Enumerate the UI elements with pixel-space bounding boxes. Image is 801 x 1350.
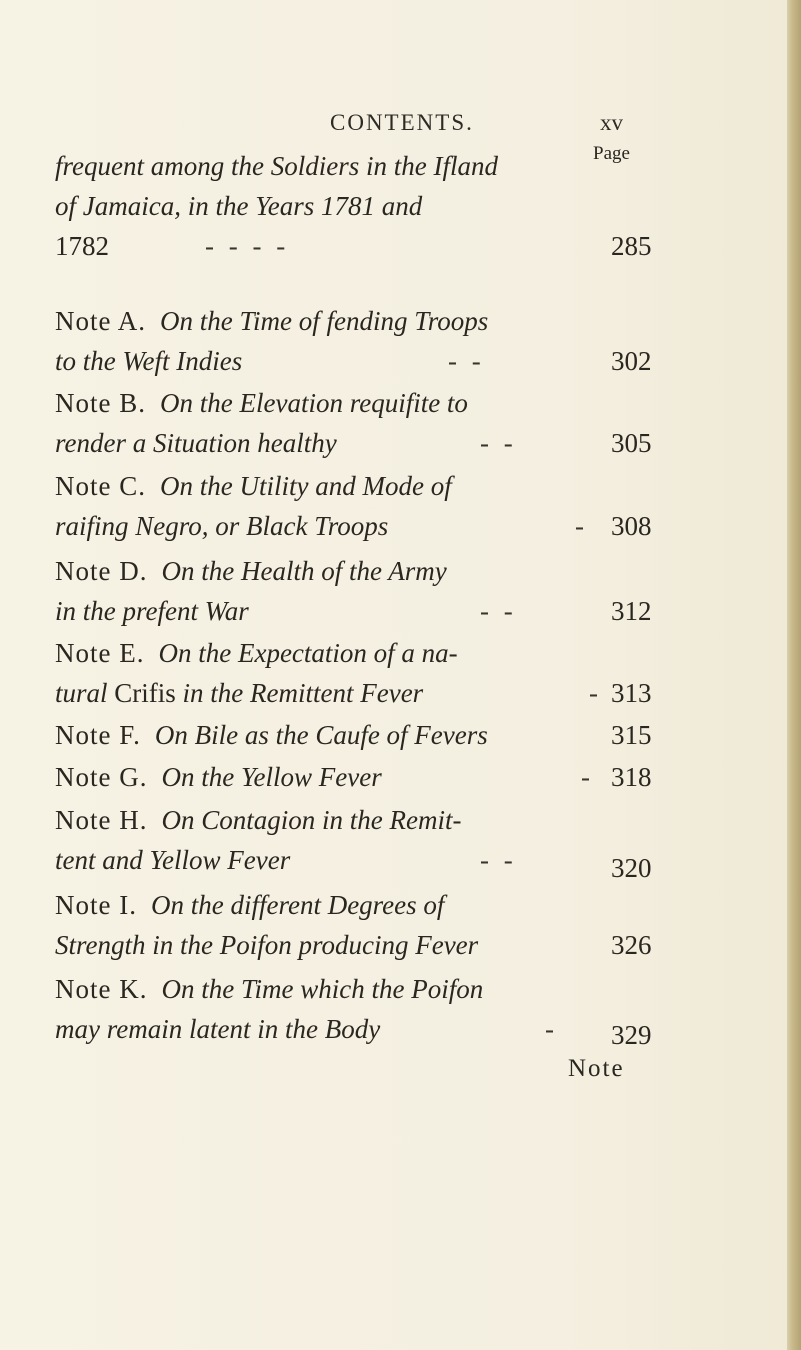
page-header (0, 110, 801, 140)
page-number: 302 (611, 346, 652, 376)
entry-title: Strength in the Poifon producing Fever (55, 930, 479, 960)
toc-entry-note-i (55, 885, 652, 965)
page-column-label: Page (593, 143, 630, 164)
entry-line (55, 715, 652, 755)
entry-title: raifing Negro, or Black Troops (55, 511, 389, 541)
entry-line (55, 633, 595, 673)
folio: xv (600, 110, 623, 135)
entry-title: On the Health of the Army (161, 556, 447, 586)
toc-entry-note-h (55, 800, 652, 883)
toc-entry-note-a (55, 301, 652, 381)
toc-entry-note-c (55, 466, 652, 546)
toc-entry-note-b (55, 383, 652, 463)
page-number: 318 (611, 762, 652, 792)
entry-title: to the Weft Indies (55, 346, 243, 376)
leader-dashes: - - (480, 428, 517, 458)
running-title: CONTENTS. (330, 110, 474, 135)
entry-line (55, 1009, 652, 1050)
page-number: 313 (611, 678, 652, 708)
entry-title: On Bile as the Caufe of Fevers (154, 720, 488, 750)
entry-title: in the prefent War (55, 596, 249, 626)
note-label: Note B. (55, 388, 146, 418)
entry-title: On the Yellow Fever (161, 762, 382, 792)
entry-line (55, 466, 595, 506)
entry-line (55, 551, 595, 591)
note-label: Note A. (55, 306, 146, 336)
entry-line (55, 591, 652, 631)
entry-title: On the Elevation requifite to (160, 388, 468, 418)
entry-line (55, 506, 652, 546)
toc-entry-note-k (55, 969, 652, 1050)
entry-title: On the Utility and Mode of (160, 471, 452, 501)
catchword: Note (568, 1055, 625, 1082)
entry-title: On the Time of fending Troops (160, 306, 489, 336)
toc-entry-note-f (55, 715, 652, 755)
note-label: Note F. (55, 720, 141, 750)
leader-dashes: - - - - (205, 231, 290, 261)
entry-line (55, 301, 595, 341)
leader-dashes: - (581, 762, 594, 792)
entry-line (55, 341, 652, 381)
note-label: Note I. (55, 890, 137, 920)
entry-line (55, 885, 595, 925)
entry-line (55, 800, 595, 840)
leader-dashes: - - (480, 596, 517, 626)
entry-line: of Jamaica, in the Years 1781 and (55, 191, 423, 221)
toc-entry-note-e (55, 633, 652, 713)
entry-line (55, 383, 595, 423)
page-number: 285 (611, 231, 652, 261)
page-edge (787, 0, 801, 1350)
entry-title: On the Time which the Poifon (161, 974, 484, 1004)
entry-title: may remain latent in the Body (55, 1014, 381, 1044)
page-number: 315 (611, 720, 652, 750)
leader-dashes: - (589, 678, 602, 708)
leader-dashes: - (575, 511, 588, 541)
entry-line (55, 969, 595, 1009)
entry-line (55, 226, 652, 266)
toc-entry-note-g (55, 757, 652, 797)
entry-line (55, 925, 652, 965)
entry-year: 1782 (55, 231, 109, 261)
entry-title: On Contagion in the Remit- (161, 805, 462, 835)
note-label: Note K. (55, 974, 148, 1004)
toc-entry-note-d (55, 551, 652, 631)
entry-title: On the Expectation of a na- (158, 638, 458, 668)
note-label: Note E. (55, 638, 145, 668)
note-label: Note H. (55, 805, 148, 835)
leader-dashes: - - (480, 845, 517, 875)
entry-title: On the different Degrees of (150, 890, 445, 920)
leader-dashes: - - (448, 346, 485, 376)
page-number: 308 (611, 511, 652, 541)
entry-line (55, 757, 652, 797)
entry-line (55, 423, 652, 463)
page-number: 326 (611, 930, 652, 960)
note-label: Note G. (55, 762, 148, 792)
note-label: Note D. (55, 556, 148, 586)
note-label: Note C. (55, 471, 146, 501)
entry-title: tural (55, 678, 115, 708)
page-number: 305 (611, 428, 652, 458)
entry-title: in the Remittent Fever (175, 678, 424, 708)
entry-line (55, 840, 652, 883)
entry-title: render a Situation healthy (55, 428, 337, 458)
entry-title-roman: Crifis (114, 678, 176, 708)
entry-line: frequent among the Soldiers in the Ifland (55, 151, 498, 181)
page-number: 312 (611, 596, 652, 626)
entry-title: tent and Yellow Fever (55, 845, 291, 875)
leader-dashes: - (545, 1014, 558, 1044)
entry-line (55, 673, 652, 713)
page-number: 329 (611, 1020, 652, 1050)
page-number: 320 (611, 853, 652, 883)
